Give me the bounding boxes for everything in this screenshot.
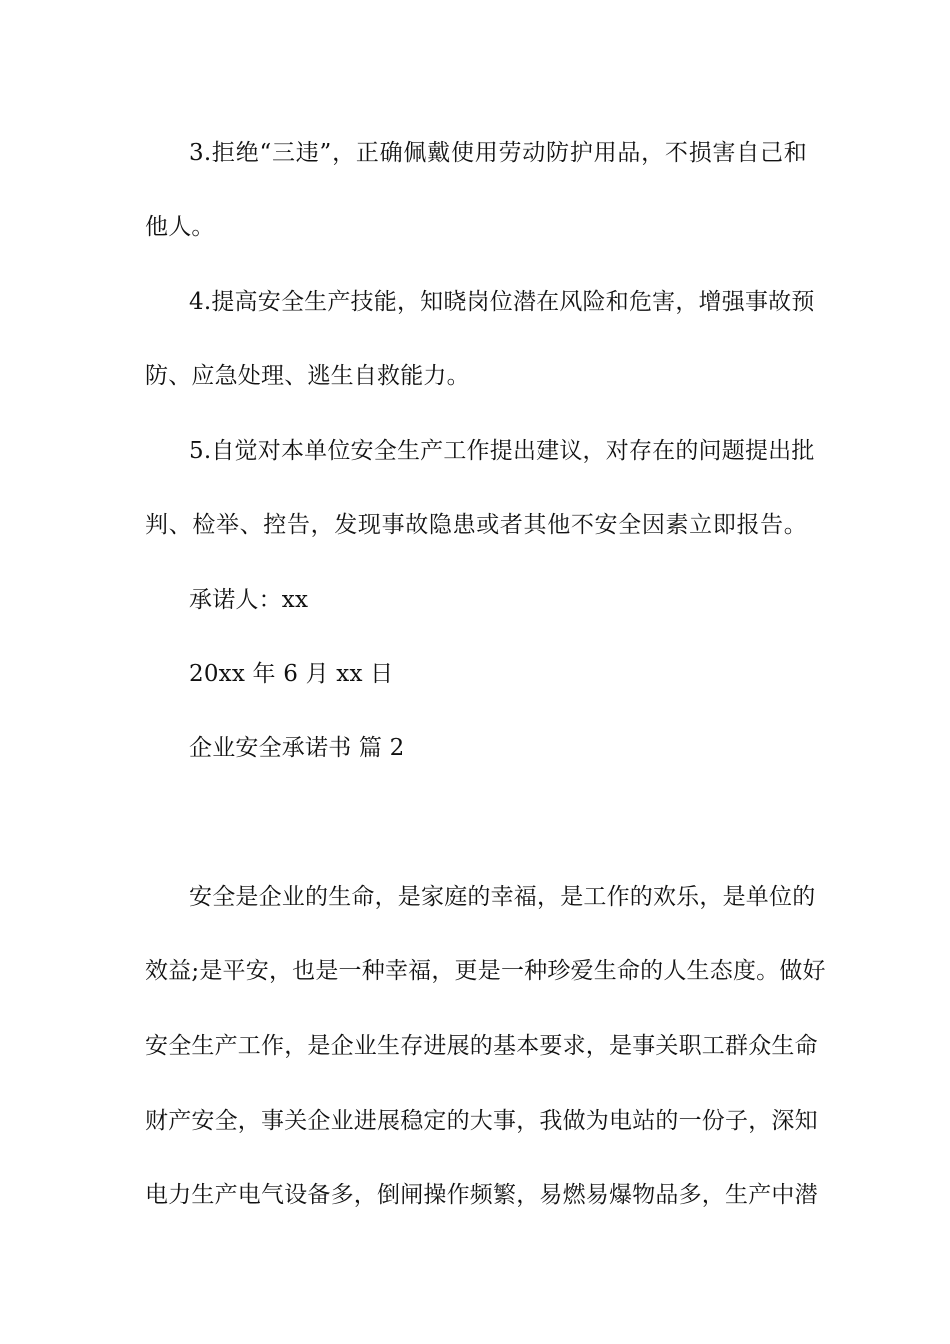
paragraph-5-line-2: 判、检举、控告，发现事故隐患或者其他不安全因素立即报告。 (145, 512, 807, 538)
paragraph-4-line-1: 4.提高安全生产技能，知晓岗位潜在风险和危害，增强事故预 (189, 289, 815, 315)
paragraph-4-line-2: 防、应急处理、逃生自救能力。 (145, 363, 470, 389)
paragraph-body-line-4: 财产安全，事关企业进展稳定的大事，我做为电站的一份子，深知 (145, 1108, 818, 1134)
paragraph-body-line-1: 安全是企业的生命，是家庭的幸福，是工作的欢乐，是单位的 (189, 884, 816, 910)
paragraph-5-line-1: 5.自觉对本单位安全生产工作提出建议，对存在的问题提出批 (189, 438, 815, 464)
paragraph-body-line-3: 安全生产工作，是企业生存进展的基本要求，是事关职工群众生命 (145, 1033, 818, 1059)
signatory-line: 承诺人：xx (189, 587, 309, 613)
paragraph-3-line-1: 3.拒绝“三违”，正确佩戴使用劳动防护用品，不损害自己和 (189, 140, 807, 166)
paragraph-body-line-5: 电力生产电气设备多，倒闸操作频繁，易燃易爆物品多，生产中潜 (145, 1182, 818, 1208)
section-title: 企业安全承诺书 篇 2 (189, 735, 405, 761)
paragraph-body-line-2: 效益;是平安，也是一种幸福，更是一种珍爱生命的人生态度。做好 (145, 958, 826, 984)
paragraph-3-line-2: 他人。 (145, 214, 215, 240)
date-line: 20xx 年 6 月 xx 日 (189, 661, 394, 687)
